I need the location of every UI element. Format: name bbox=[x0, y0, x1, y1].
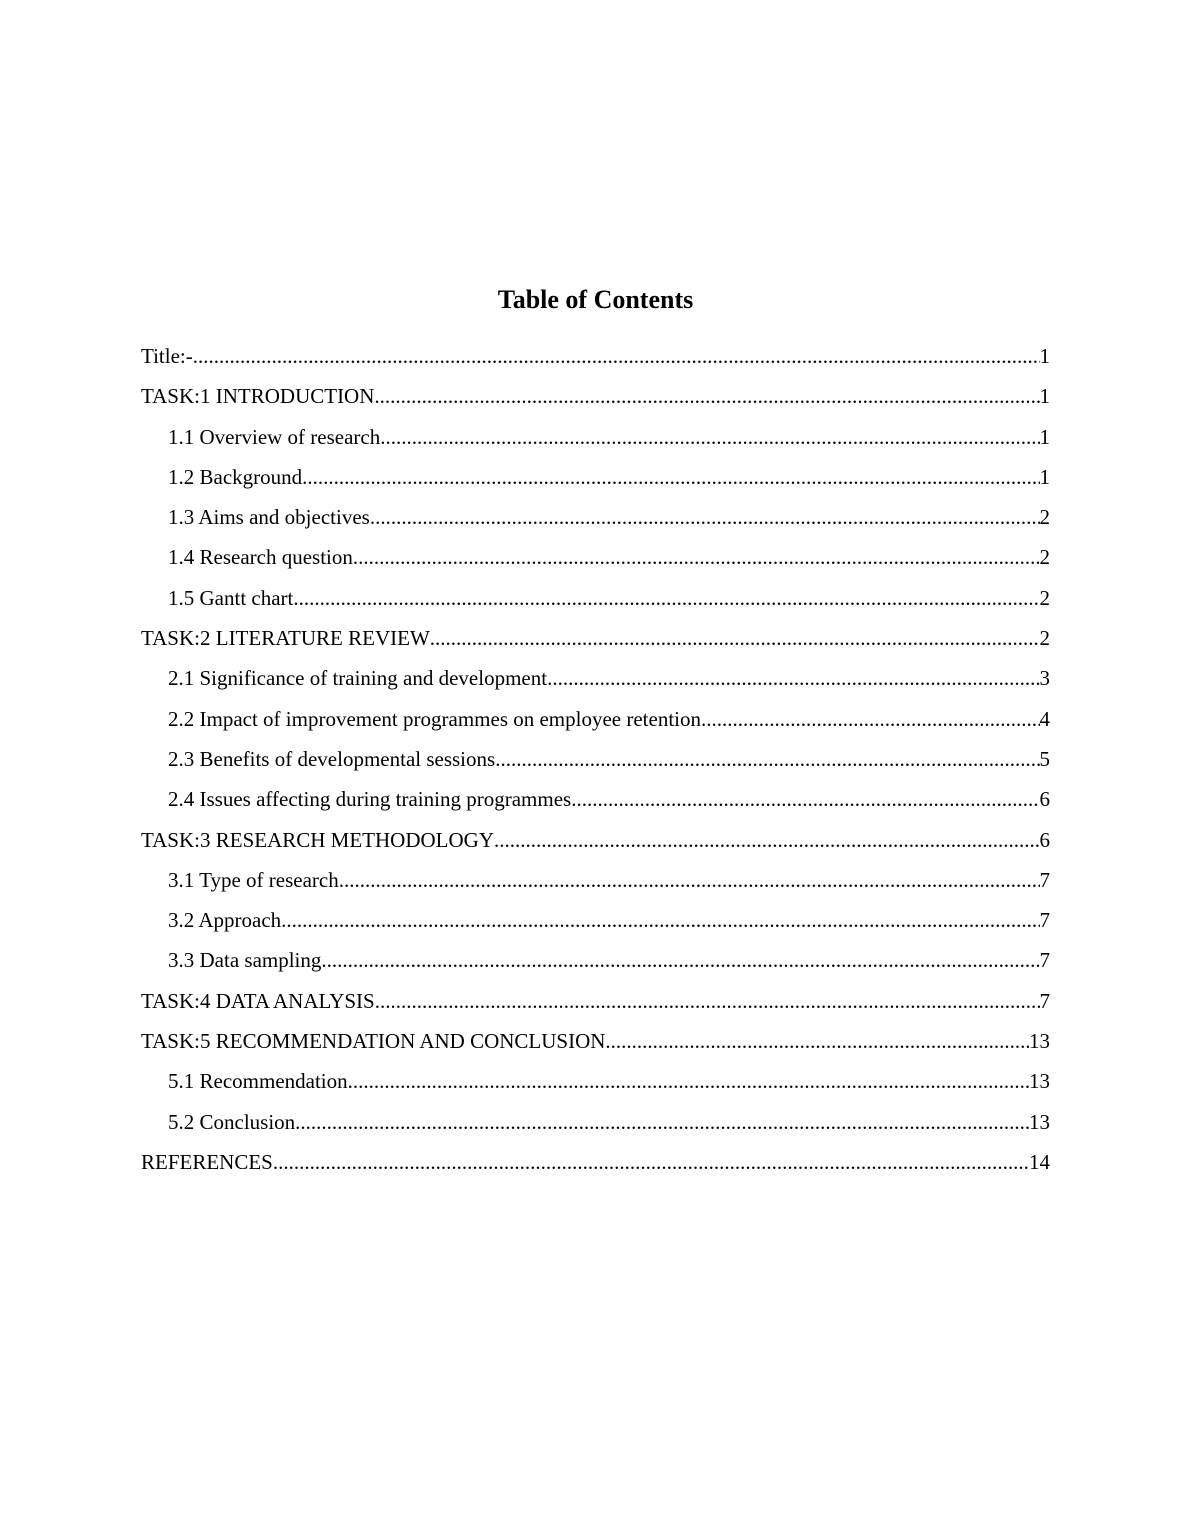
toc-entry-task-1[interactable] bbox=[141, 382, 1050, 422]
toc-entry-page: 4 bbox=[1039, 706, 1050, 731]
toc-entry-text: 2.3 Benefits of developmental sessions bbox=[168, 746, 496, 771]
toc-entry-3-3[interactable] bbox=[141, 946, 1050, 986]
toc-entry-1-2[interactable] bbox=[141, 463, 1050, 503]
toc-dot-leader bbox=[295, 1108, 1029, 1136]
toc-dot-leader bbox=[293, 584, 1039, 612]
toc-dot-leader bbox=[571, 785, 1039, 813]
toc-entry-1-1[interactable] bbox=[141, 423, 1050, 463]
toc-dot-leader bbox=[273, 1148, 1029, 1176]
toc-entry-1-4[interactable] bbox=[141, 543, 1050, 583]
toc-entry-text: 1.1 Overview of research bbox=[168, 424, 381, 449]
toc-dot-leader bbox=[430, 624, 1040, 652]
toc-dot-leader bbox=[353, 543, 1040, 571]
table-of-contents bbox=[141, 282, 1050, 1188]
toc-entry-text: 2.2 Impact of improvement programmes on employee retention bbox=[168, 706, 702, 731]
toc-entry-page: 1 bbox=[1039, 384, 1050, 409]
toc-entry-task-3[interactable] bbox=[141, 826, 1050, 866]
toc-entry-page: 2 bbox=[1039, 585, 1050, 610]
toc-entry-page: 13 bbox=[1029, 1069, 1050, 1094]
toc-entry-text: 1.4 Research question bbox=[168, 545, 353, 570]
toc-entry-2-2[interactable] bbox=[141, 705, 1050, 745]
toc-entry-page: 7 bbox=[1039, 988, 1050, 1013]
toc-entry-page: 7 bbox=[1039, 948, 1050, 973]
toc-entry-page: 2 bbox=[1039, 626, 1050, 651]
toc-entry-text: TASK:4 DATA ANALYSIS bbox=[141, 988, 375, 1013]
toc-entry-page: 13 bbox=[1029, 1029, 1050, 1054]
toc-title: Table of Contents bbox=[497, 285, 694, 314]
toc-entry-1-3[interactable] bbox=[141, 503, 1050, 543]
toc-entry-text: 3.1 Type of research bbox=[168, 867, 339, 892]
toc-entry-text: 5.2 Conclusion bbox=[168, 1109, 296, 1134]
toc-entry-title[interactable] bbox=[141, 342, 1050, 382]
toc-dot-leader bbox=[494, 826, 1040, 854]
toc-entry-text: TASK:5 RECOMMENDATION AND CONCLUSION bbox=[141, 1029, 606, 1054]
toc-entry-text: 3.3 Data sampling bbox=[168, 948, 322, 973]
toc-entry-page: 1 bbox=[1039, 464, 1050, 489]
toc-entry-task-2[interactable] bbox=[141, 624, 1050, 664]
toc-dot-leader bbox=[374, 382, 1039, 410]
toc-entry-page: 2 bbox=[1039, 505, 1050, 530]
toc-entry-page: 1 bbox=[1039, 424, 1050, 449]
toc-dot-leader bbox=[701, 705, 1039, 733]
toc-entry-1-5[interactable] bbox=[141, 584, 1050, 624]
toc-entry-references[interactable] bbox=[141, 1148, 1050, 1188]
toc-entry-3-1[interactable] bbox=[141, 866, 1050, 906]
toc-entry-text: TASK:1 INTRODUCTION bbox=[141, 384, 375, 409]
toc-entry-page: 2 bbox=[1039, 545, 1050, 570]
toc-entry-page: 7 bbox=[1039, 867, 1050, 892]
toc-dot-leader bbox=[547, 664, 1039, 692]
toc-entry-text: TASK:2 LITERATURE REVIEW bbox=[141, 626, 430, 651]
toc-dot-leader bbox=[375, 987, 1040, 1015]
toc-entry-page: 6 bbox=[1039, 787, 1050, 812]
toc-entry-text: Title:- bbox=[141, 344, 193, 368]
toc-entry-task-4[interactable] bbox=[141, 987, 1050, 1027]
toc-dot-leader bbox=[495, 745, 1039, 773]
toc-entry-text: 1.3 Aims and objectives bbox=[168, 505, 370, 530]
toc-entry-page: 6 bbox=[1039, 827, 1050, 852]
toc-entry-text: 1.2 Background bbox=[168, 464, 303, 489]
toc-entry-text: 5.1 Recommendation bbox=[168, 1069, 348, 1094]
toc-dot-leader bbox=[605, 1027, 1029, 1055]
toc-entry-page: 3 bbox=[1039, 666, 1050, 691]
toc-entry-text: 2.4 Issues affecting during training programmes bbox=[168, 787, 572, 812]
toc-entry-text: 2.1 Significance of training and development bbox=[168, 666, 548, 691]
toc-entry-task-5[interactable] bbox=[141, 1027, 1050, 1067]
toc-dot-leader bbox=[380, 423, 1039, 451]
toc-dot-leader bbox=[339, 866, 1040, 894]
toc-entry-text: REFERENCES bbox=[141, 1149, 273, 1174]
toc-entry-2-1[interactable] bbox=[141, 664, 1050, 704]
toc-entry-page: 7 bbox=[1039, 908, 1050, 933]
toc-dot-leader bbox=[370, 503, 1040, 531]
toc-dot-leader bbox=[193, 342, 1040, 370]
toc-entry-2-3[interactable] bbox=[141, 745, 1050, 785]
toc-entry-page: 13 bbox=[1029, 1109, 1050, 1134]
toc-entry-page: 1 bbox=[1039, 344, 1050, 368]
toc-dot-leader bbox=[348, 1067, 1029, 1095]
toc-dot-leader bbox=[302, 463, 1039, 491]
toc-entry-page: 14 bbox=[1029, 1149, 1050, 1174]
toc-entry-2-4[interactable] bbox=[141, 785, 1050, 825]
toc-dot-leader bbox=[281, 906, 1039, 934]
toc-entry-5-2[interactable] bbox=[141, 1108, 1050, 1148]
toc-entry-5-1[interactable] bbox=[141, 1067, 1050, 1107]
toc-dot-leader bbox=[321, 946, 1039, 974]
toc-entry-3-2[interactable] bbox=[141, 906, 1050, 946]
toc-list bbox=[141, 342, 1050, 1188]
toc-entry-text: 1.5 Gantt chart bbox=[168, 585, 294, 610]
toc-entry-page: 5 bbox=[1039, 746, 1050, 771]
toc-entry-text: 3.2 Approach bbox=[168, 908, 282, 933]
toc-entry-text: TASK:3 RESEARCH METHODOLOGY bbox=[141, 827, 494, 852]
